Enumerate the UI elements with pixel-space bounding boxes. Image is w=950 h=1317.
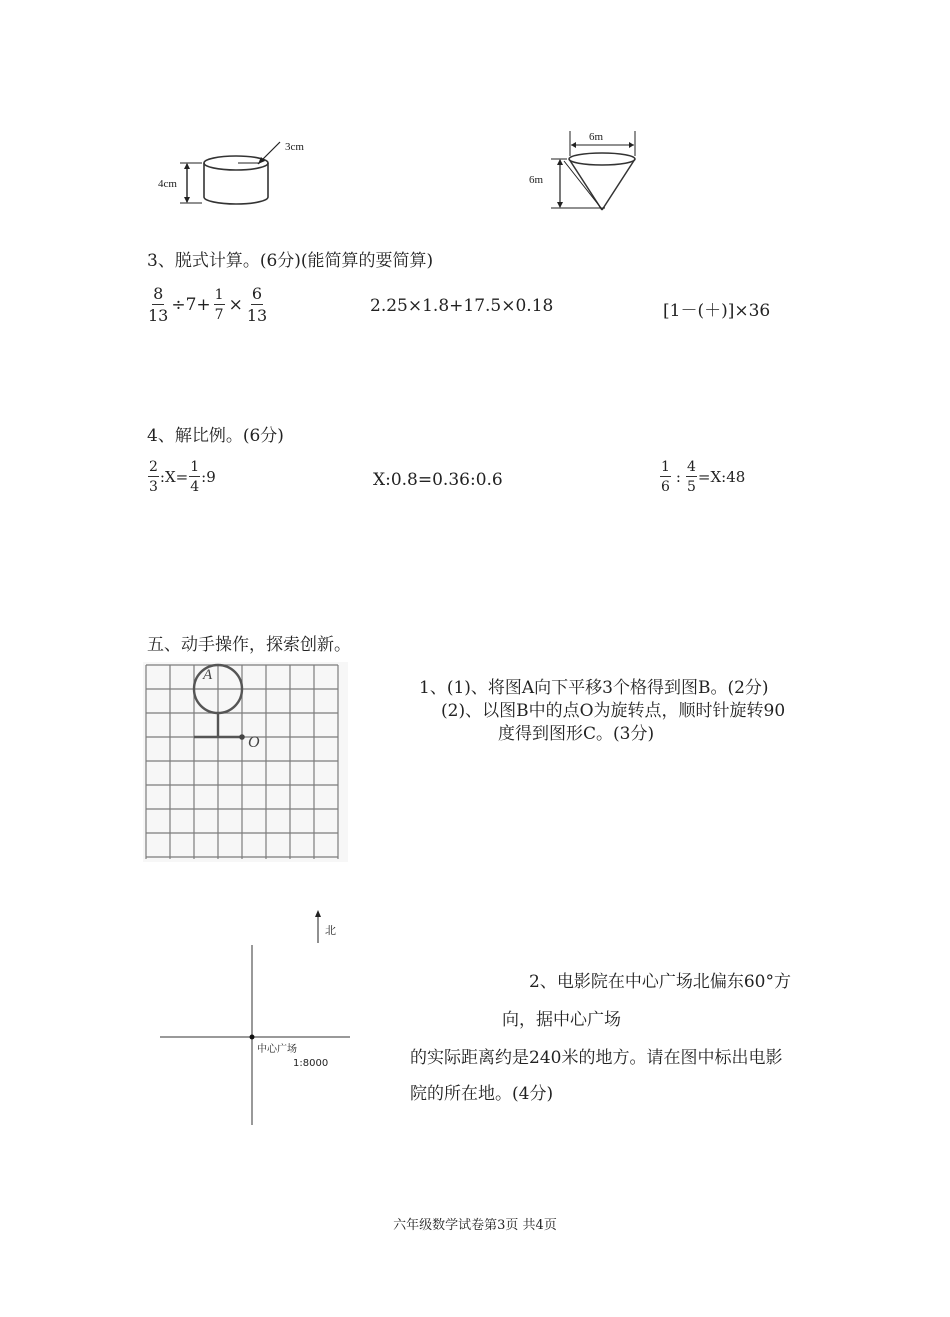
cone-height-label: 6m [529,174,544,186]
page-footer: 六年级数学试卷第3页 共4页 [393,1218,557,1233]
q2-line3: 的实际距离约是240米的地方。请在图中标出电影 [410,1048,783,1068]
fraction: $\frac{2}{3}$ [149,459,158,495]
figure-a-label: A [203,667,213,683]
direction-map [155,905,355,1130]
q1-line1: 1、(1)、将图A向下平移3个格得到图B。(2分) [419,678,769,698]
fraction: $\frac{4}{5}$ [686,459,696,495]
expr-decimal-calc: 2.25×1.8+17.5×0.18 [370,296,554,316]
proportion-1: $\frac{2}{3}$ :X= $\frac{1}{4}$ :9 [149,459,216,495]
proportion-2: X:0.8=0.36:0.6 [373,470,503,490]
q2-line2: 向，据中心广场 [502,1010,621,1030]
grid-figure [143,662,348,862]
fraction: $\frac{1}{7}$ [214,287,224,323]
expr-fraction-calc [147,286,268,324]
section3-heading: 3、脱式计算。(6分)(能简算的要简算) [147,251,434,271]
section5-heading: 五、动手操作，探索创新。 [147,635,351,655]
scale-label: 1:8000 [293,1058,329,1069]
section4-heading: 4、解比例。(6分) [147,426,284,446]
q2-line1: 2、电影院在中心广场北偏东60°方 [529,972,791,992]
q1-line2: (2)、以图B中的点O为旋转点，顺时针旋转90 [441,701,786,721]
operator: ÷7+ [171,295,211,315]
center-plaza-label: 中心广场 [257,1044,297,1055]
fraction: $\frac{1}{4}$ [190,459,200,495]
q1-line3: 度得到图形C。(3分) [498,724,655,744]
cone-diameter-label: 6m [589,131,604,143]
expr-bracket-calc: [1－(＋)]×36 [663,301,771,321]
operator: × [228,295,243,315]
proportion-3: $\frac{1}{6}$ : $\frac{4}{5}$ =X:48 [661,459,746,495]
q2-line4: 院的所在地。(4分) [410,1084,554,1104]
north-label: 北 [325,924,336,937]
cylinder-radius-label: 3cm [285,141,304,153]
point-o-label: O [248,734,260,751]
fraction: $\frac{8}{13}$ [148,284,169,325]
fraction: $\frac{1}{6}$ [661,459,670,495]
fraction: $\frac{6}{13}$ [246,284,268,325]
cylinder-height-label: 4cm [158,178,177,190]
